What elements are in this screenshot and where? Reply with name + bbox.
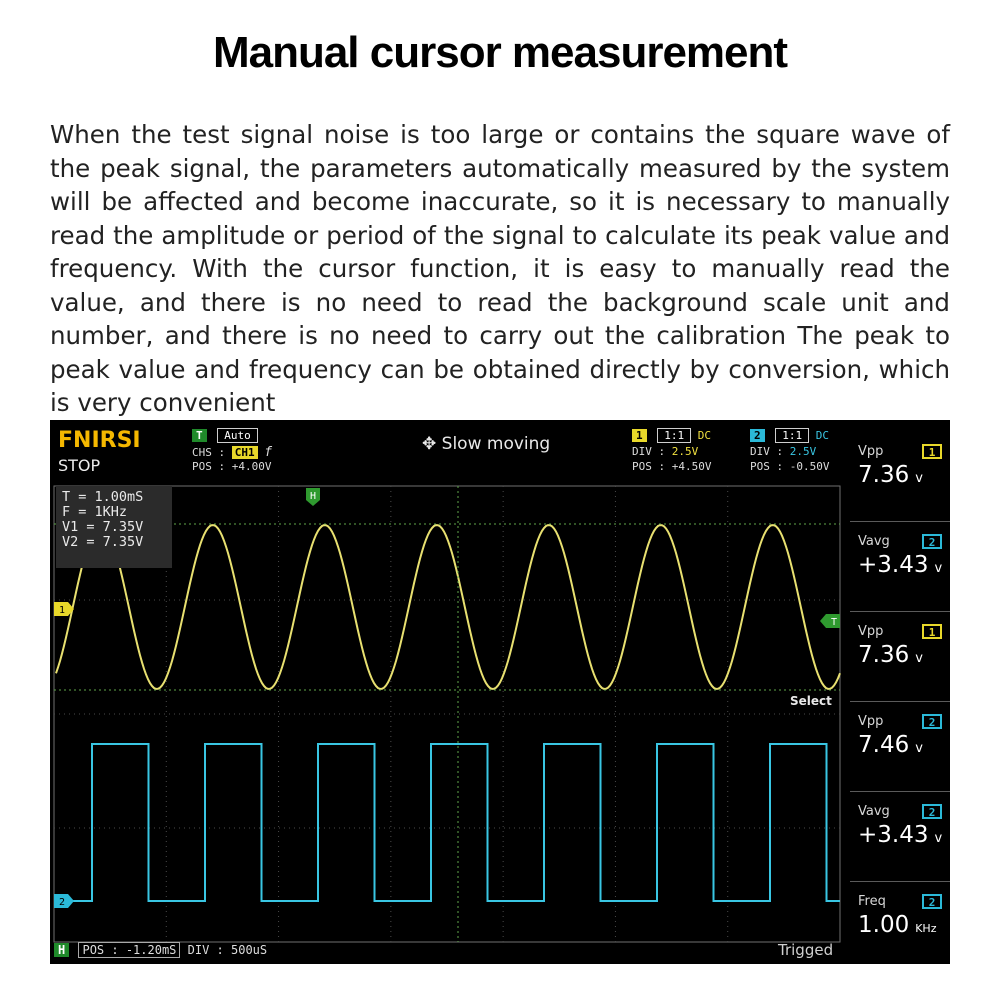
measurement-value: 7.46 v [858, 732, 923, 758]
t-marker: T [830, 617, 838, 628]
cursor-readout-v2: V2 = 7.35V [62, 534, 144, 550]
cursor-readout-t: T = 1.00mS [62, 489, 144, 505]
measurement-channel: 1 [922, 444, 942, 459]
ch2-pos-value: -0.50V [789, 460, 830, 473]
cursor-readout [56, 486, 172, 568]
measurement-label: Vpp [858, 624, 884, 639]
ch1-pos-value: +4.50V [671, 460, 712, 473]
ch1-div-label: DIV : [632, 445, 666, 458]
page-description: When the test signal noise is too large or contains the square wave of the peak signal, the parameters automatically measured by the system will be affected and become inaccurate, so it is necessary to manually read the amplitude or period of the signal to calculate its peak value and frequency. With the cursor function, it is easy to manually read the value, and there is no need to read the background scale unit and number, and there is no need to carry out the calibration The peak to peak value and frequency can be obtained directly by conversion, which is very convenient [50, 120, 950, 417]
measurement-channel: 2 [922, 894, 942, 909]
trigger-mode-value: Auto [217, 428, 258, 443]
measurement-channel: 2 [922, 534, 942, 549]
ch2-div-value: 2.5V [789, 445, 817, 458]
ch2-badge: 2 [750, 429, 765, 442]
measurement-value: 7.36 v [858, 462, 923, 488]
ch1-marker: 1 [58, 605, 66, 616]
measurement-channel: 2 [922, 804, 942, 819]
measurement-1[interactable] [850, 436, 950, 522]
measurement-value: 1.00 KHz [858, 912, 937, 938]
trigger-pos-value: +4.00V [231, 460, 272, 473]
ch1-pos-label: POS : [632, 460, 666, 473]
ch2-marker: 2 [58, 897, 66, 908]
measurement-value: +3.43 v [858, 552, 943, 578]
measurement-5[interactable] [850, 796, 950, 882]
trigger-badge: T [192, 429, 207, 442]
trigger-edge-icon: f [264, 445, 273, 460]
page-title: Manual cursor measurement [212, 28, 788, 77]
ch1-div-value: 2.5V [671, 445, 699, 458]
timebase-pos-label: POS : [82, 943, 119, 957]
select-label[interactable]: Select [790, 694, 832, 708]
ch2-div-label: DIV : [750, 445, 784, 458]
ch2-coupling: DC [815, 429, 829, 442]
cursor-readout-v1: V1 = 7.35V [62, 519, 144, 535]
trigger-status: Trigged [778, 941, 834, 959]
measurement-6[interactable] [850, 886, 950, 964]
measurement-label: Vpp [858, 444, 884, 459]
ch2-waveform [54, 744, 840, 901]
timebase-bar[interactable] [54, 942, 694, 960]
ch2-pos-label: POS : [750, 460, 784, 473]
measurement-label: Vavg [858, 804, 890, 819]
measurement-label: Vavg [858, 534, 890, 549]
measurement-channel: 1 [922, 624, 942, 639]
trigger-pos-label: POS : [192, 460, 226, 473]
move-status-label: Slow moving [441, 434, 551, 454]
measurement-value: 7.36 v [858, 642, 923, 668]
ch1-badge: 1 [632, 429, 647, 442]
trigger-chs-value: CH1 [232, 446, 258, 459]
trigger-chs-label: CHS : [192, 446, 226, 459]
h-marker: H [309, 491, 317, 502]
ch1-probe: 1:1 [657, 428, 691, 443]
timebase-pos-value: -1.20mS [125, 943, 177, 957]
h-badge: H [54, 943, 69, 957]
cursor-readout-f: F = 1KHz [62, 504, 128, 520]
measurement-value: +3.43 v [858, 822, 943, 848]
measurement-label: Vpp [858, 714, 884, 729]
timebase-div-label: DIV : [187, 943, 224, 957]
measurement-4[interactable] [850, 706, 950, 792]
measurement-3[interactable] [850, 616, 950, 702]
measurement-channel: 2 [922, 714, 942, 729]
ch1-waveform [56, 525, 840, 689]
ch2-probe: 1:1 [775, 428, 809, 443]
ch1-coupling: DC [697, 429, 711, 442]
run-state[interactable]: STOP [58, 456, 101, 475]
timebase-div-value: 500uS [231, 943, 268, 957]
move-arrows-icon: ✥ [422, 434, 437, 454]
timebase-pos [78, 942, 180, 958]
brand-logo: FNIRSI [58, 428, 141, 453]
measurement-label: Freq [858, 894, 886, 909]
oscilloscope-screen [50, 420, 950, 964]
measurement-2[interactable] [850, 526, 950, 612]
